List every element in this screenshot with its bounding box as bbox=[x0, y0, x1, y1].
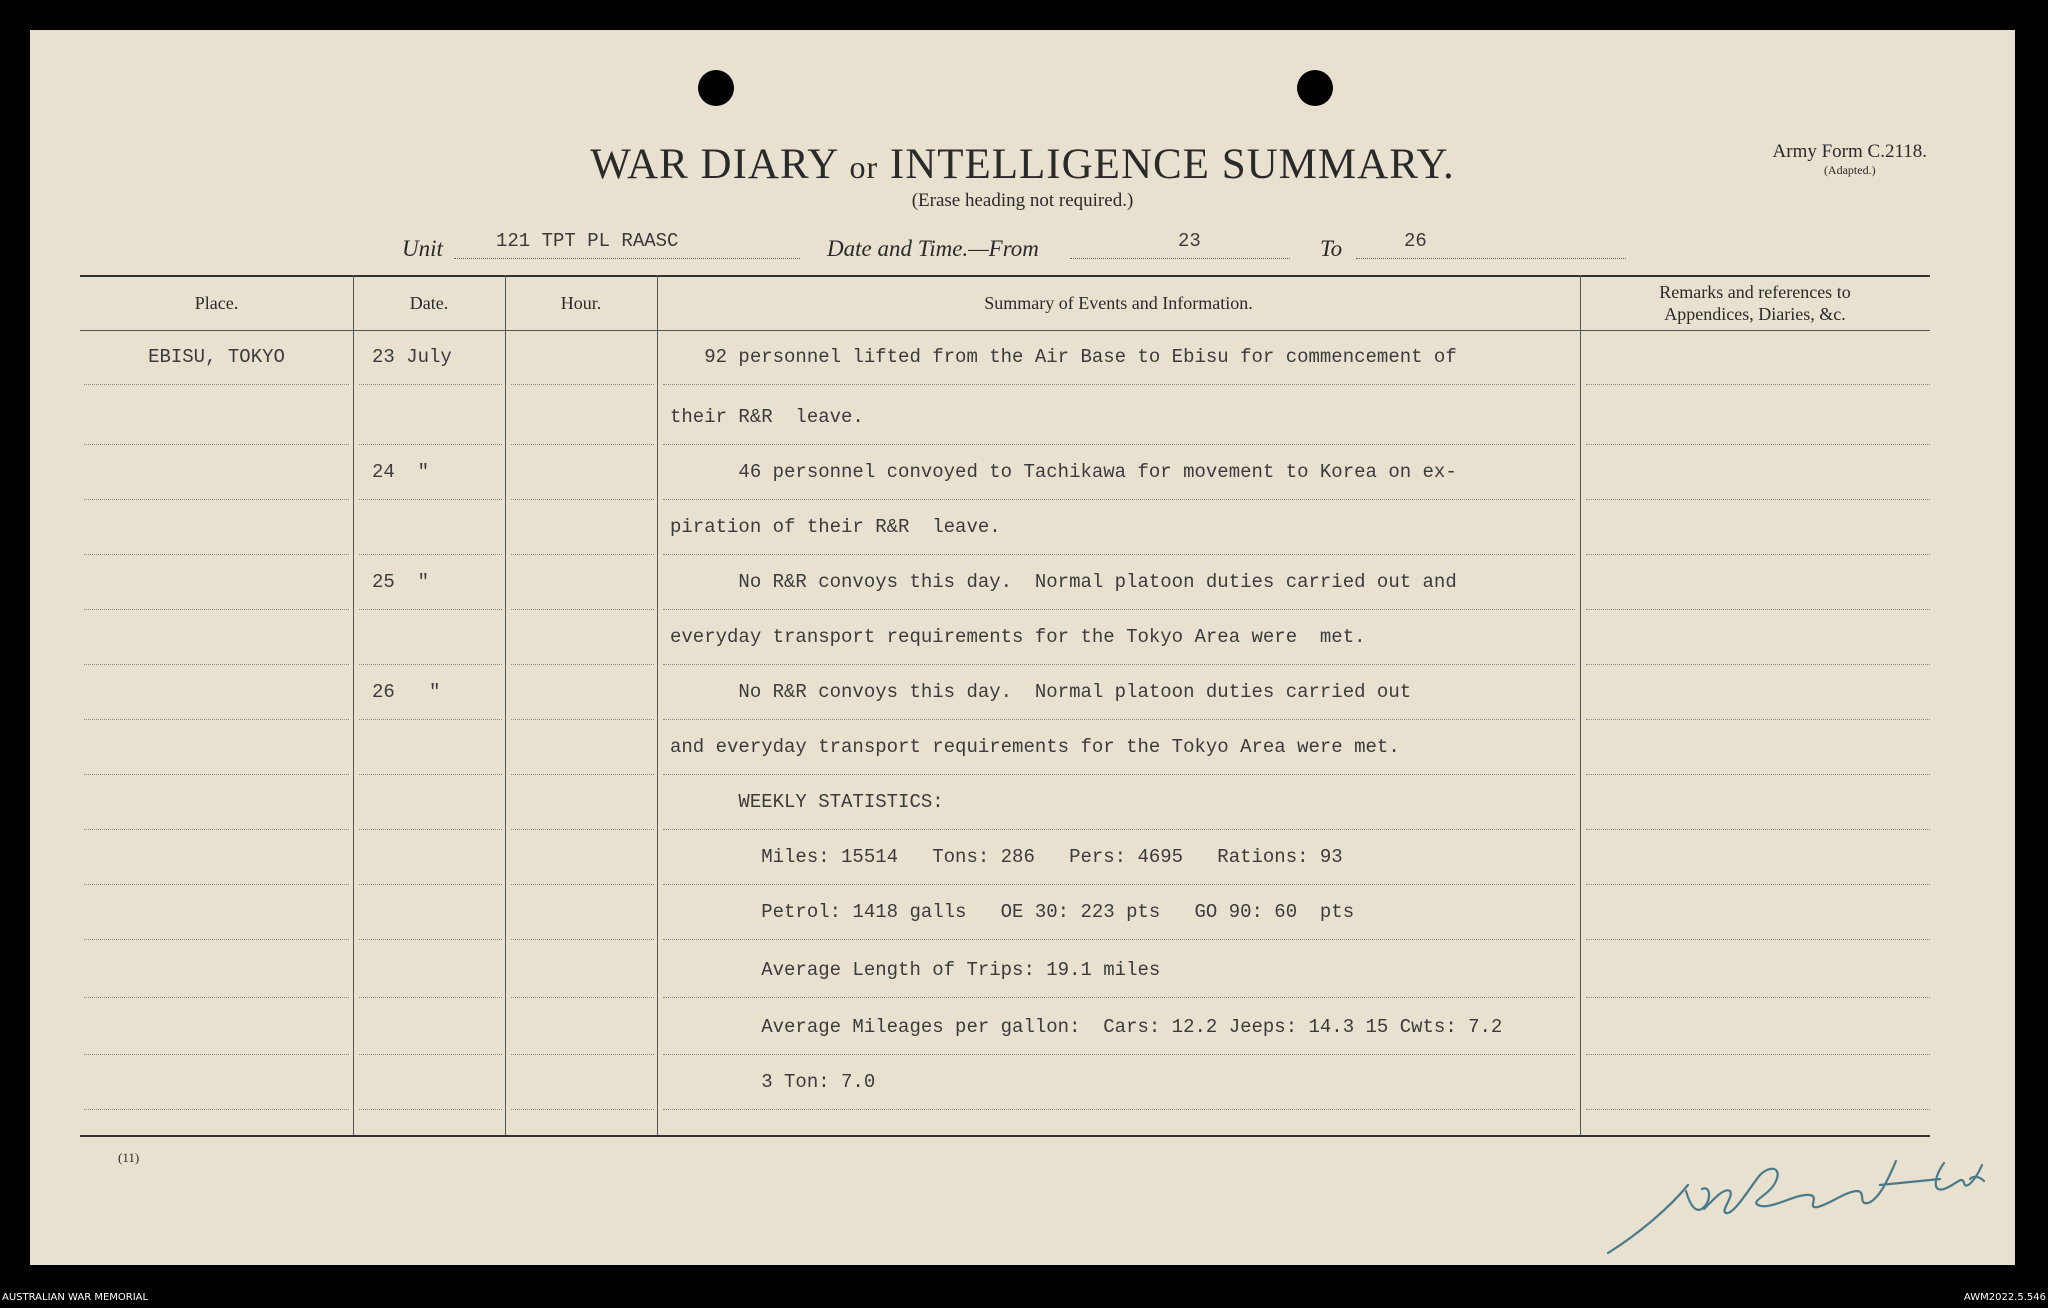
table-bottom-rule bbox=[80, 1135, 1930, 1137]
row-separator bbox=[511, 1109, 654, 1110]
row-separator bbox=[84, 1109, 349, 1110]
col-divider-place bbox=[353, 275, 354, 1135]
cell-summary: 46 personnel convoyed to Tachikawa for movement to Korea on ex- bbox=[670, 461, 1457, 483]
row-separator bbox=[663, 829, 1575, 830]
row-separator bbox=[663, 609, 1575, 610]
row-separator bbox=[359, 444, 502, 445]
header-remarks bbox=[1580, 275, 1930, 330]
to-value: 26 bbox=[1404, 230, 1427, 252]
army-form-number: Army Form C.2118. bbox=[1772, 141, 1927, 162]
punch-hole-right bbox=[1297, 70, 1333, 106]
row-separator bbox=[359, 664, 502, 665]
cell-summary: No R&R convoys this day. Normal platoon duties carried out bbox=[670, 681, 1412, 703]
cell-date: 25 " bbox=[372, 571, 430, 593]
subtitle: (Erase heading not required.) bbox=[911, 190, 1134, 211]
row-separator bbox=[359, 719, 502, 720]
unit-value: 121 TPT PL RAASC bbox=[496, 230, 679, 252]
army-form-adapted: (Adapted.) bbox=[1823, 163, 1876, 177]
title-part1: WAR DIARY bbox=[590, 141, 838, 188]
army-form-ref bbox=[1773, 141, 1927, 178]
row-separator bbox=[1586, 609, 1930, 610]
row-separator bbox=[84, 444, 349, 445]
row-separator bbox=[511, 384, 654, 385]
cell-summary: Petrol: 1418 galls OE 30: 223 pts GO 90: 60 pts bbox=[670, 901, 1355, 923]
date-time-label: Date and Time.—From bbox=[827, 236, 1039, 261]
to-label: To bbox=[1320, 236, 1343, 261]
cell-summary: their R&R leave. bbox=[670, 406, 864, 428]
row-separator bbox=[1586, 719, 1930, 720]
punch-hole-left bbox=[698, 70, 734, 106]
row-separator bbox=[511, 444, 654, 445]
form-number: (11) bbox=[118, 1150, 140, 1165]
cell-summary: Miles: 15514 Tons: 286 Pers: 4695 Rations: 93 bbox=[670, 846, 1343, 868]
row-separator bbox=[1586, 774, 1930, 775]
cell-date: 26 " bbox=[372, 681, 441, 703]
row-separator bbox=[663, 554, 1575, 555]
cell-summary: 3 Ton: 7.0 bbox=[670, 1071, 876, 1093]
row-separator bbox=[663, 384, 1575, 385]
row-separator bbox=[1586, 939, 1930, 940]
title-part2: INTELLIGENCE SUMMARY. bbox=[889, 141, 1455, 188]
row-separator bbox=[511, 499, 654, 500]
col-divider-date bbox=[505, 275, 506, 1135]
header-date: Date. bbox=[409, 292, 449, 313]
row-separator bbox=[359, 554, 502, 555]
row-separator bbox=[84, 719, 349, 720]
header-remarks-line1: Remarks and references to bbox=[1659, 281, 1851, 302]
row-separator bbox=[511, 997, 654, 998]
row-separator bbox=[84, 939, 349, 940]
row-separator bbox=[359, 1109, 502, 1110]
row-separator bbox=[1586, 884, 1930, 885]
row-separator bbox=[84, 997, 349, 998]
to-dotted-line bbox=[1356, 258, 1626, 259]
row-separator bbox=[1586, 664, 1930, 665]
row-separator bbox=[511, 884, 654, 885]
row-separator bbox=[511, 939, 654, 940]
cell-summary: piration of their R&R leave. bbox=[670, 516, 1001, 538]
header-hour: Hour. bbox=[560, 292, 602, 313]
row-separator bbox=[663, 939, 1575, 940]
row-separator bbox=[359, 884, 502, 885]
header-place: Place. bbox=[194, 292, 239, 313]
row-separator bbox=[511, 1054, 654, 1055]
row-separator bbox=[359, 829, 502, 830]
row-separator bbox=[1586, 829, 1930, 830]
cell-summary: everyday transport requirements for the Tokyo Area were met. bbox=[670, 626, 1366, 648]
row-separator bbox=[84, 609, 349, 610]
unit-label: Unit bbox=[402, 236, 443, 261]
credit-left: AUSTRALIAN WAR MEMORIAL bbox=[2, 1292, 149, 1303]
credit-right: AWM2022.5.546 bbox=[1963, 1292, 2046, 1303]
row-separator bbox=[663, 997, 1575, 998]
cell-summary: No R&R convoys this day. Normal platoon duties carried out and bbox=[670, 571, 1457, 593]
row-separator bbox=[359, 939, 502, 940]
col-divider-hour bbox=[657, 275, 658, 1135]
from-dotted-line bbox=[1070, 258, 1290, 259]
row-separator bbox=[1586, 1054, 1930, 1055]
header-summary: Summary of Events and Information. bbox=[984, 292, 1253, 313]
row-separator bbox=[359, 774, 502, 775]
row-separator bbox=[511, 719, 654, 720]
row-separator bbox=[1586, 499, 1930, 500]
cell-summary: and everyday transport requirements for the Tokyo Area were met. bbox=[670, 736, 1400, 758]
cell-date: 23 July bbox=[372, 346, 452, 368]
cell-summary: 92 personnel lifted from the Air Base to Ebisu for commencement of bbox=[670, 346, 1457, 368]
row-separator bbox=[1586, 1109, 1930, 1110]
row-separator bbox=[663, 719, 1575, 720]
row-separator bbox=[84, 829, 349, 830]
row-separator bbox=[663, 499, 1575, 500]
row-separator bbox=[511, 774, 654, 775]
diary-table bbox=[80, 275, 1930, 1135]
row-separator bbox=[84, 1054, 349, 1055]
row-separator bbox=[359, 499, 502, 500]
row-separator bbox=[663, 884, 1575, 885]
title-or: or bbox=[849, 149, 879, 185]
cell-summary: Average Length of Trips: 19.1 miles bbox=[670, 959, 1161, 981]
from-value: 23 bbox=[1178, 230, 1201, 252]
row-separator bbox=[84, 384, 349, 385]
row-separator bbox=[1586, 384, 1930, 385]
row-separator bbox=[1586, 997, 1930, 998]
war-diary-page bbox=[30, 30, 2015, 1265]
row-separator bbox=[511, 609, 654, 610]
unit-dotted-line bbox=[454, 258, 800, 259]
row-separator bbox=[663, 774, 1575, 775]
row-separator bbox=[663, 664, 1575, 665]
row-separator bbox=[359, 384, 502, 385]
row-separator bbox=[359, 609, 502, 610]
cell-summary: Average Mileages per gallon: Cars: 12.2 Jeeps: 14.3 15 Cwts: 7.2 bbox=[670, 1016, 1503, 1038]
row-separator bbox=[1586, 444, 1930, 445]
cell-summary: WEEKLY STATISTICS: bbox=[670, 791, 944, 813]
row-separator bbox=[511, 554, 654, 555]
row-separator bbox=[84, 499, 349, 500]
row-separator bbox=[663, 444, 1575, 445]
header-bottom-rule bbox=[80, 330, 1930, 331]
row-separator bbox=[84, 554, 349, 555]
row-separator bbox=[663, 1109, 1575, 1110]
row-separator bbox=[84, 664, 349, 665]
row-separator bbox=[511, 664, 654, 665]
row-separator bbox=[663, 1054, 1575, 1055]
signature bbox=[1600, 1145, 2000, 1270]
header-remarks-line2: Appendices, Diaries, &c. bbox=[1664, 303, 1846, 324]
row-separator bbox=[359, 997, 502, 998]
row-separator bbox=[84, 884, 349, 885]
col-divider-summary bbox=[1580, 275, 1581, 1135]
row-separator bbox=[1586, 554, 1930, 555]
row-separator bbox=[359, 1054, 502, 1055]
cell-date: 24 " bbox=[372, 461, 430, 483]
row-separator bbox=[511, 829, 654, 830]
page-title bbox=[30, 140, 2015, 189]
row-separator bbox=[84, 774, 349, 775]
cell-place: EBISU, TOKYO bbox=[148, 346, 285, 368]
